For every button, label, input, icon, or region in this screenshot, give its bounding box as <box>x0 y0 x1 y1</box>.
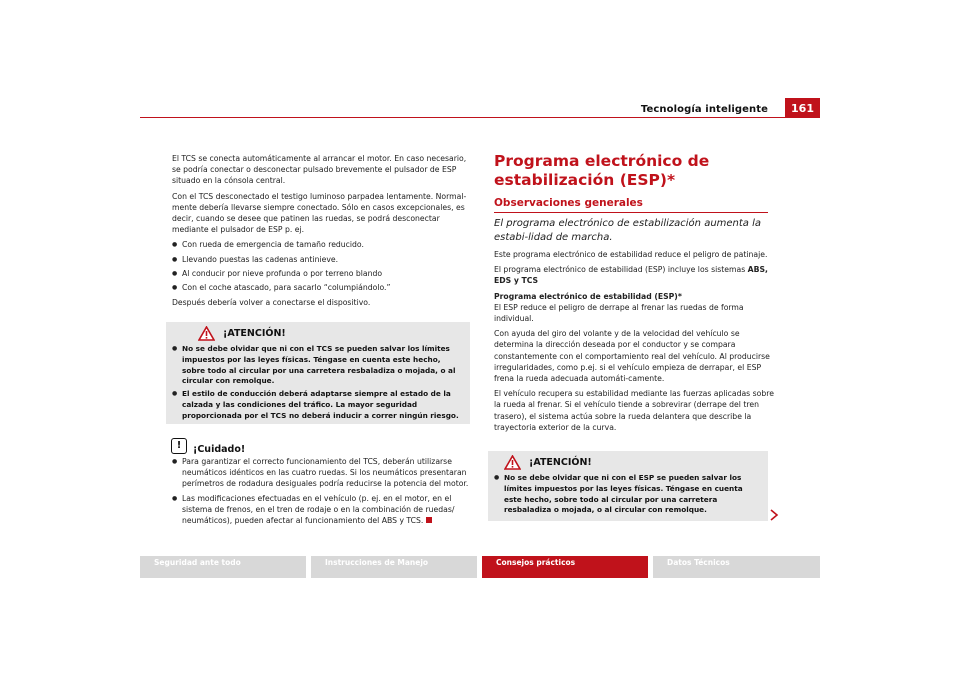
lead-text: El programa electrónico de estabilización aumenta la estabi-lidad de marcha. <box>494 218 762 243</box>
subsection-title: Observaciones generales <box>494 197 643 209</box>
subsection-header <box>494 197 774 213</box>
right-column <box>494 152 774 433</box>
tcs-bullet-list <box>172 239 470 293</box>
page-number: 161 <box>785 98 820 118</box>
tcs-paragraph-1: El TCS se conecta automáticamente al arrancar el motor. En caso necesario, se podría conectar o desconectar pulsado brevemente el pulsador de ESP situado en la cónsola central. <box>172 154 467 186</box>
esp-paragraph-3: El ESP reduce el peligro de derrape al frenar las ruedas de forma individual. <box>494 302 744 324</box>
footer-tab-seguridad[interactable]: Seguridad ante todo <box>140 556 306 578</box>
next-page-arrow-icon[interactable] <box>768 509 780 521</box>
header-rule <box>140 117 820 118</box>
footer-tab-instrucciones[interactable]: Instrucciones de Manejo <box>311 556 477 578</box>
list-item: ● Con el coche atascado, para sacarlo “columpiándolo.” <box>172 282 470 293</box>
warning-box-tcs <box>166 322 470 424</box>
esp-paragraph-1: Este programa electrónico de estabilidad reduce el peligro de patinaje. <box>494 250 768 259</box>
esp-systems: ABS, EDS y TCS <box>494 265 768 286</box>
warning-box-esp <box>488 451 768 521</box>
warning-item: ● El estilo de conducción deberá adaptarse siempre al estado de la calzada y las condiciones del tráfico. La mayor seguridad proporcionada por el TCS no deberá inducir a correr ningún riesgo. <box>172 389 464 421</box>
tcs-paragraph-3: Después debería volver a conectarse el dispositivo. <box>172 298 371 308</box>
warning-item: ● No se debe olvidar que ni con el TCS se pueden salvar los límites impuestos por las leyes físicas. Téngase en cuenta este hecho, sobre todo al circular por una carretera resbaladiza o mojada, o al circular con remolque. <box>172 344 464 387</box>
esp-heading: Programa electrónico de estabilidad (ESP)* <box>494 291 682 301</box>
warning-header <box>172 326 464 341</box>
warning-item: ● No se debe olvidar que ni con el ESP se pueden salvar los límites impuestos por las leyes físicas. Téngase en cuenta este hecho, sobre todo al circular por una carretera resbaladiza o mojada, o al circular con remolque. <box>494 473 762 516</box>
list-item: ● Llevando puestas las cadenas antinieve. <box>172 254 470 265</box>
warning-triangle-icon <box>504 455 521 470</box>
caution-title: ¡Cuidado! <box>193 444 246 455</box>
list-item: ● Con rueda de emergencia de tamaño reducido. <box>172 239 470 250</box>
esp-paragraph-2: El programa electrónico de estabilidad (ESP) incluye los sistemas ABS, EDS y TCS <box>494 265 768 286</box>
end-of-section-icon <box>426 517 432 523</box>
caution-icon: ! <box>171 438 187 454</box>
section-title: Programa electrónico de estabilización (ESP)* <box>494 152 710 189</box>
subsection-rule <box>494 212 768 213</box>
tcs-paragraph-2: Con el TCS desconectado el testigo luminoso parpadea lentamente. Normal-mente debería llevarse siempre conectado. Sólo en casos excepcionales, es decir, cuando se desee que patinen las ruedas, se podrá desconectar mediante el pulsador de ESP p. ej. <box>172 191 467 235</box>
warning-title: ¡ATENCIÓN! <box>529 457 592 468</box>
caution-item: ● Para garantizar el correcto funcionamiento del TCS, deberán utilizarse neumáticos idénticos en las cuatro ruedas. Si los neumáticos presentaran perímetros de rodadura desiguales podría reducirse la potencia del motor. <box>172 456 470 490</box>
warning-title: ¡ATENCIÓN! <box>223 328 286 339</box>
list-item: ● Al conducir por nieve profunda o por terreno blando <box>172 268 470 279</box>
esp-paragraph-5: El vehículo recupera su estabilidad mediante las fuerzas aplicadas sobre la rueda al frenar. Si el vehículo tiende a sobrevirar (derrape del tren trasero), el sistema actúa sobre la rueda delantera que describe la trayectoria exterior de la curva. <box>494 389 774 432</box>
warning-header <box>494 455 762 470</box>
footer-nav <box>140 556 820 578</box>
left-column <box>172 153 470 308</box>
footer-tab-consejos[interactable]: Consejos prácticos <box>482 556 648 578</box>
caution-section <box>166 436 470 526</box>
caution-item: ● Las modificaciones efectuadas en el vehículo (p. ej. en el motor, en el sistema de frenos, en el tren de rodaje o en la combinación de ruedas/ neumáticos), pueden afectar al funcionamiento del ABS y TCS. <box>172 493 470 527</box>
esp-paragraph-4: Con ayuda del giro del volante y de la velocidad del vehículo se determina la dirección deseada por el conductor y se compara constantemente con el comportamiento real del vehículo. Al producirse irregularidades, como p.ej. si el vehículo empieza de derrapar, el ESP frena la rueda adecuada automáti-camente. <box>494 329 770 384</box>
caution-header <box>166 436 470 455</box>
page-header-title: Tecnología inteligente <box>640 104 768 115</box>
footer-tab-datos[interactable]: Datos Técnicos <box>653 556 820 578</box>
warning-triangle-icon <box>198 326 215 341</box>
